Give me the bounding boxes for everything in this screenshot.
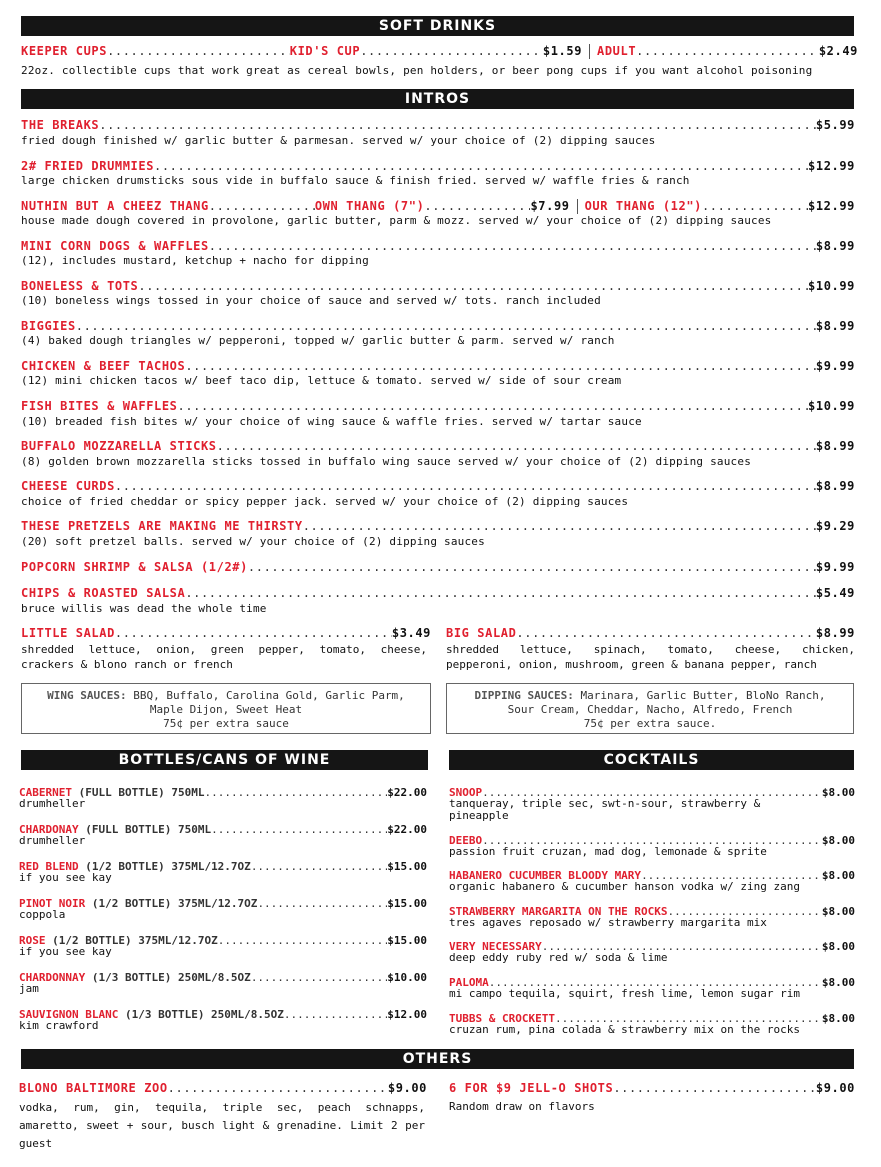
item-desc: drumheller: [19, 797, 86, 810]
item-price: $12.00: [387, 1008, 427, 1021]
item-name: PALOMA: [449, 976, 489, 989]
divider: [577, 199, 578, 214]
item-desc: if you see kay: [19, 945, 112, 958]
item-desc: (8) golden brown mozzarella sticks tossed in buffalo wing sauce served w/ your choice of (2) dipping sauces: [21, 455, 752, 468]
item-price: $10.99: [808, 399, 855, 413]
menu-item: [21, 399, 855, 413]
dot-leader: [516, 626, 815, 640]
item-desc: bruce willis was dead the whole time: [21, 602, 267, 615]
item-name: RED BLEND: [19, 860, 79, 873]
wing-sauces-line1: BBQ, Buffalo, Carolina Gold, Garlic Parm,: [133, 689, 405, 702]
item-spec: (FULL BOTTLE) 750ML: [78, 786, 205, 799]
item-price: $8.00: [821, 1012, 855, 1025]
item-desc: (20) soft pretzel balls. served w/ your choice of (2) dipping sauces: [21, 535, 485, 548]
big-salad-desc: shredded lettuce, spinach, tomato, cheese, chicken, pepperoni, onion, mushroom, green & banana pepper, ranch: [446, 643, 855, 671]
item-desc: kim crawford: [19, 1019, 99, 1032]
item-price: $9.99: [815, 359, 855, 373]
own-thang-price: $7.99: [530, 199, 570, 213]
item-name: CHARDONNAY: [19, 971, 86, 984]
item-name: CHEESE CURDS: [21, 479, 115, 493]
item-spec: (1/2 BOTTLE) 375ML/12.7OZ: [52, 934, 218, 947]
item-desc: (10) breaded fish bites w/ your choice of wing sauce & waffle fries. served w/ tartar sauce: [21, 415, 642, 428]
dot-leader: [138, 279, 808, 293]
item-desc: (10) boneless wings tossed in your choice of sauce and served w/ tots. ranch included: [21, 294, 601, 307]
item-price: $22.00: [387, 823, 427, 836]
jello-shots-desc: Random draw on flavors: [449, 1100, 595, 1113]
divider: [589, 44, 590, 59]
kids-cup-name: KID'S CUP: [289, 44, 361, 58]
menu-item: [21, 239, 855, 253]
item-name: STRAWBERRY MARGARITA ON THE ROCKS: [449, 905, 668, 918]
item-price: $22.00: [387, 786, 427, 799]
item-name: BUFFALO MOZZARELLA STICKS: [21, 439, 217, 453]
item-price: $9.00: [387, 1081, 427, 1095]
item-price: $8.99: [815, 319, 855, 333]
item-price: $8.99: [815, 626, 855, 640]
dot-leader: [248, 560, 816, 574]
dot-leader: [251, 860, 387, 873]
item-price: $8.99: [815, 479, 855, 493]
kids-cup-price: $1.59: [542, 44, 583, 58]
cocktails-header: COCKTAILS: [449, 750, 854, 770]
item-name: 2# FRIED DRUMMIES: [21, 159, 155, 173]
item-spec: (1/3 BOTTLE) 250ML/8.5OZ: [124, 1008, 284, 1021]
item-name: THE BREAKS: [21, 118, 100, 132]
item-price: $8.99: [815, 439, 855, 453]
our-thang-price: $12.99: [808, 199, 855, 213]
little-salad-desc: shredded lettuce, onion, green pepper, tomato, cheese, crackers & blono ranch or french: [21, 643, 427, 671]
item-desc: jam: [19, 982, 39, 995]
item-name: ROSE: [19, 934, 46, 947]
item-price: $5.49: [815, 586, 855, 600]
wing-sauces-line2: Maple Dijon, Sweet Heat: [149, 703, 303, 716]
dot-leader: [178, 399, 809, 413]
item-name: THESE PRETZELS ARE MAKING ME THIRSTY: [21, 519, 303, 533]
baltimore-zoo-desc: vodka, rum, gin, tequila, triple sec, peach schnapps, amaretto, sweet + sour, busch light & grenadine. Limit 2 per guest: [19, 1101, 425, 1150]
item-price: $8.00: [821, 834, 855, 847]
wing-sauces-line3: 75¢ per extra sauce: [163, 717, 289, 730]
dot-leader: [209, 239, 816, 253]
item-name: TUBBS & CROCKETT: [449, 1012, 555, 1025]
item-name: POPCORN SHRIMP & SALSA (1/2#): [21, 560, 248, 574]
menu-item: [21, 118, 855, 132]
item-price: $9.99: [815, 560, 855, 574]
menu-item: [21, 586, 855, 600]
menu-item: [21, 439, 855, 453]
item-desc: large chicken drumsticks sous vide in buffalo sauce & finish fried. served w/ waffle fries & ranch: [21, 174, 690, 187]
item-desc: coppola: [19, 908, 66, 921]
dot-leader: [204, 786, 387, 799]
item-name: CABERNET: [19, 786, 72, 799]
little-salad-line: [21, 626, 431, 640]
item-spec: (FULL BOTTLE) 750ML: [85, 823, 212, 836]
dot-leader: [702, 199, 808, 213]
baltimore-zoo-line: [19, 1081, 427, 1095]
item-name: NUTHIN BUT A CHEEZ THANG: [21, 199, 209, 213]
dipping-sauces-line1: Marinara, Garlic Butter, BloNo Ranch,: [580, 689, 826, 702]
menu-item: [21, 479, 855, 493]
item-name: FISH BITES & WAFFLES: [21, 399, 178, 413]
item-name: SNOOP: [449, 786, 483, 799]
menu-item: [21, 319, 855, 333]
dot-leader: [636, 44, 819, 58]
wing-sauces-box: [21, 683, 431, 734]
item-desc: if you see kay: [19, 871, 112, 884]
dot-leader: [217, 439, 816, 453]
item-name: BIGGIES: [21, 319, 76, 333]
dot-leader: [115, 479, 816, 493]
item-desc: tres agaves reposado w/ strawberry margarita mix: [449, 916, 767, 929]
item-name: CHICKEN & BEEF TACHOS: [21, 359, 186, 373]
item-price: $15.00: [387, 934, 427, 947]
item-desc: house made dough covered in provolone, garlic butter, parm & mozz. served w/ your choice of (2) dipping sauces: [21, 214, 772, 227]
menu-item: [21, 560, 855, 574]
item-price: $8.00: [821, 976, 855, 989]
dot-leader: [284, 1008, 387, 1021]
item-desc: (12), includes mustard, ketchup + nacho for dipping: [21, 254, 369, 267]
others-header: OTHERS: [21, 1049, 854, 1069]
intros-header: INTROS: [21, 89, 854, 109]
item-name: PINOT NOIR: [19, 897, 86, 910]
big-salad-line: [446, 626, 855, 640]
item-name: CHIPS & ROASTED SALSA: [21, 586, 186, 600]
item-name: SAUVIGNON BLANC: [19, 1008, 119, 1021]
own-thang-name: OWN THANG (7"): [314, 199, 425, 213]
item-desc: tanqueray, triple sec, swt-n-sour, strawberry & pineapple: [449, 797, 761, 822]
dipping-sauces-line3: 75¢ per extra sauce.: [583, 717, 717, 730]
item-spec: (1/3 BOTTLE) 250ML/8.5OZ: [91, 971, 251, 984]
dot-leader: [218, 934, 388, 947]
wine-header: BOTTLES/CANS OF WINE: [21, 750, 428, 770]
dot-leader: [209, 199, 315, 213]
item-desc: passion fruit cruzan, mad dog, lemonade & sprite: [449, 845, 767, 858]
dot-leader: [115, 626, 392, 640]
dot-leader: [99, 118, 816, 132]
item-desc: cruzan rum, pina colada & strawberry mix on the rocks: [449, 1023, 800, 1036]
item-price: $9.00: [815, 1081, 855, 1095]
item-name: BONELESS & TOTS: [21, 279, 139, 293]
keeper-cups-name: KEEPER CUPS: [21, 44, 108, 58]
item-price: $9.29: [815, 519, 855, 533]
item-desc: mi campo tequila, squirt, fresh lime, lemon sugar rim: [449, 987, 800, 1000]
item-price: $15.00: [387, 860, 427, 873]
item-price: $8.00: [821, 869, 855, 882]
menu-item: [21, 159, 855, 173]
dot-leader: [76, 319, 816, 333]
menu-item: [21, 279, 855, 293]
adult-price: $2.49: [818, 44, 858, 58]
item-price: $10.99: [808, 279, 855, 293]
item-spec: (1/2 BOTTLE) 375ML/12.7OZ: [85, 860, 251, 873]
item-price: $8.00: [821, 905, 855, 918]
dot-leader: [185, 586, 816, 600]
dipping-sauces-line2: Sour Cream, Cheddar, Nacho, Alfredo, French: [507, 703, 793, 716]
item-price: $10.00: [387, 971, 427, 984]
menu-item: [21, 359, 855, 373]
wine-item: [19, 897, 427, 910]
adult-name: ADULT: [597, 44, 637, 58]
keeper-cups-desc: 22oz. collectible cups that work great as cereal bowls, pen holders, or beer pong cups if you want alcohol poisoning: [21, 64, 813, 77]
our-thang-name: OUR THANG (12"): [584, 199, 702, 213]
dot-leader: [185, 359, 816, 373]
item-price: $3.49: [391, 626, 431, 640]
dot-leader: [154, 159, 808, 173]
dot-leader: [168, 1081, 388, 1095]
soft-drinks-header: SOFT DRINKS: [21, 16, 854, 36]
item-spec: (1/2 BOTTLE) 375ML/12.7OZ: [91, 897, 258, 910]
dot-leader: [360, 44, 543, 58]
item-price: $8.00: [821, 940, 855, 953]
item-price: $15.00: [387, 897, 427, 910]
item-desc: fried dough finished w/ garlic butter & parmesan. served w/ your choice of (2) dipping sauces: [21, 134, 656, 147]
item-name: HABANERO CUCUMBER BLOODY MARY: [449, 869, 642, 882]
item-name: LITTLE SALAD: [21, 626, 115, 640]
dipping-sauces-label: DIPPING SAUCES:: [474, 689, 574, 702]
item-name: BLONO BALTIMORE ZOO: [19, 1081, 168, 1095]
item-name: MINI CORN DOGS & WAFFLES: [21, 239, 209, 253]
item-price: $5.99: [815, 118, 855, 132]
item-name: BIG SALAD: [446, 626, 517, 640]
item-price: $8.99: [815, 239, 855, 253]
keeper-cups-line: [21, 44, 858, 59]
dot-leader: [251, 971, 387, 984]
item-price: $12.99: [808, 159, 855, 173]
dot-leader: [257, 897, 387, 910]
item-desc: deep eddy ruby red w/ soda & lime: [449, 951, 668, 964]
item-desc: (12) mini chicken tacos w/ beef taco dip, lettuce & tomato. served w/ side of sour cream: [21, 374, 622, 387]
item-name: VERY NECESSARY: [449, 940, 542, 953]
cheez-thang-line: [21, 199, 855, 214]
item-name: CHARDONAY: [19, 823, 79, 836]
wing-sauces-label: WING SAUCES:: [47, 689, 127, 702]
dot-leader: [107, 44, 290, 58]
dot-leader: [424, 199, 530, 213]
dot-leader: [303, 519, 816, 533]
item-desc: (4) baked dough triangles w/ pepperoni, topped w/ garlic butter & parm. served w/ ranch: [21, 334, 615, 347]
wine-item: [19, 971, 427, 984]
item-desc: choice of fried cheddar or spicy pepper jack. served w/ your choice of (2) dipping sauces: [21, 495, 629, 508]
item-price: $8.00: [821, 786, 855, 799]
dipping-sauces-box: [446, 683, 854, 734]
item-name: 6 FOR $9 JELL-O SHOTS: [449, 1081, 614, 1095]
item-name: DEEBO: [449, 834, 483, 847]
menu-item: [21, 519, 855, 533]
dot-leader: [211, 823, 387, 836]
dot-leader: [613, 1081, 816, 1095]
item-desc: drumheller: [19, 834, 86, 847]
item-desc: organic habanero & cucumber hanson vodka w/ zing zang: [449, 880, 800, 893]
jello-shots-line: [449, 1081, 855, 1095]
